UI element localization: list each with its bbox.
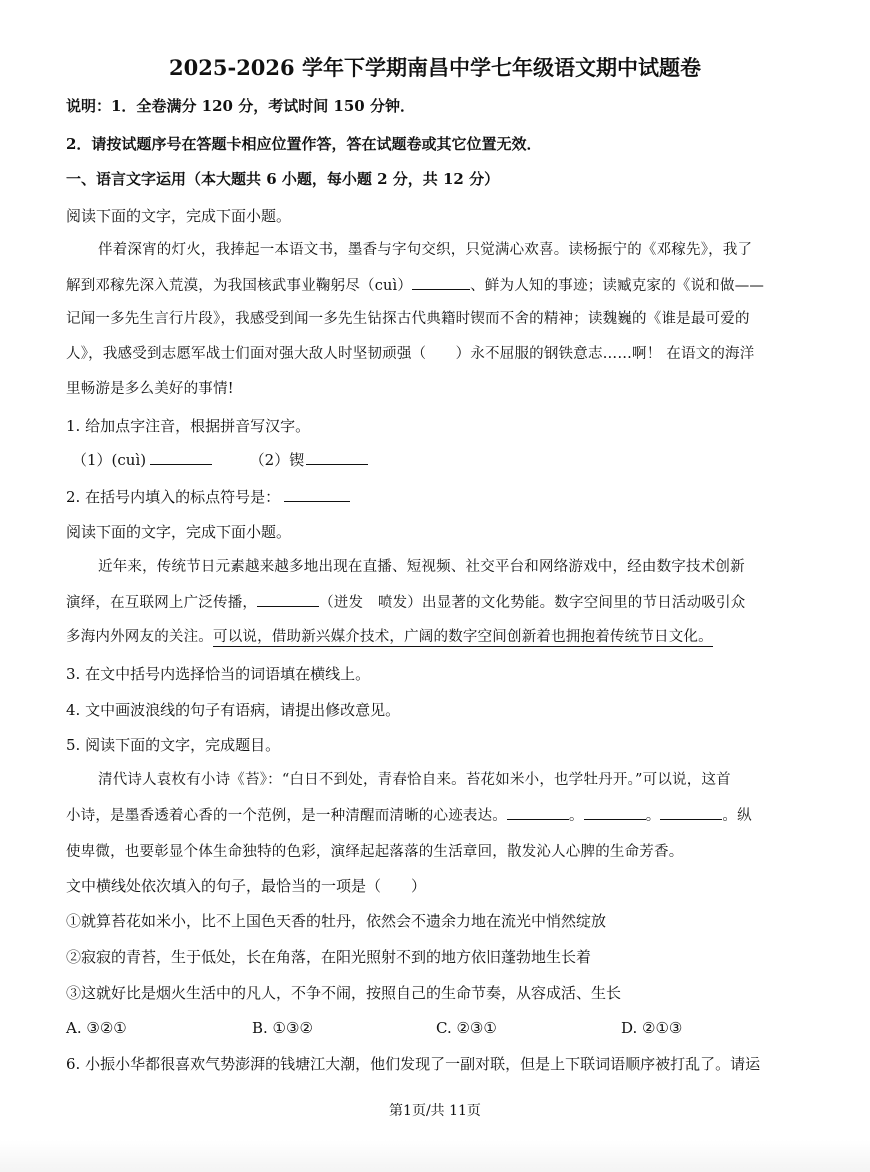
passage1-line-2b: 、鲜为人知的事迹；读臧克家的《说和做—— [470,278,765,294]
bottom-shade [0,1140,870,1172]
note-2: 2．请按试题序号在答题卡相应位置作答，答在试题卷或其它位置无效． [66,135,542,153]
passage1-line-4: 人》，我感受到志愿军战士们面对强大敌人时坚韧顽强（ ）永不屈服的钢铁意志……啊！ 在语文的海洋 [66,346,755,362]
wavy-underlined-sentence: 可以说，借助新兴媒介技术，广阔的数字空间创新着也拥抱着传统节日文化。 [213,629,713,645]
passage2-line-2b: （迸发 喷发）出显著的文化势能。数字空间里的节日活动吸引众 [319,595,746,611]
q1-part-b: （2）锲 [249,451,305,469]
q5-item-1: ①就算苔花如米小，比不上国色天香的牡丹，依然会不遗余力地在流光中悄然绽放 [66,912,607,930]
q2-blank[interactable] [284,487,350,502]
note-1: 说明：1．全卷满分 120 分，考试时间 150 分钟． [66,97,415,115]
question-1-parts [72,450,368,470]
q5-item-2: ②寂寂的青苔，生于低处，长在角落，在阳光照射不到的地方依旧蓬勃地生长着 [66,948,592,966]
question-5-stem: 文中横线处依次填入的句子，最恰当的一项是（ ） [66,877,427,895]
passage2-line-2 [66,592,745,613]
option-a[interactable]: A. ③②① [66,1019,127,1037]
q1-blank-a[interactable] [150,450,212,465]
reading-intro-1: 阅读下面的文字，完成下面小题。 [66,207,292,225]
passage2-line-3a: 多海内外网友的关注。 [66,629,213,645]
option-c[interactable]: C. ②③① [436,1019,497,1037]
passage3-line-2: 小诗，是墨香透着心香的一个范例，是一种清醒而清晰的心迹表达。 。 。 。纵 [66,805,752,826]
question-4: 4. 文中画波浪线的句子有语病，请提出修改意见。 [66,701,401,719]
reading-intro-2: 阅读下面的文字，完成下面小题。 [66,523,292,541]
passage1-line-1: 伴着深宵的灯火，我捧起一本语文书，墨香与字句交织，只觉满心欢喜。读杨振宁的《邓稼先》，我了 [98,242,753,258]
passage3-line-2a: 小诗，是墨香透着心香的一个范例，是一种清醒而清晰的心迹表达。 [66,808,507,824]
passage2-line-1: 近年来，传统节日元素越来越多地出现在直播、短视频、社交平台和网络游戏中，经由数字技术创新 [98,559,745,575]
question-1: 1. 给加点字注音，根据拼音写汉字。 [66,417,311,435]
passage3-line-1: 清代诗人袁枚有小诗《苔》：“白日不到处，青春恰自来。苔花如米小，也学牡丹开。”可以说，这首 [98,772,731,788]
passage3-line-2b: 纵 [737,808,752,824]
passage1-line-5: 里畅游是多么美好的事情! [66,381,234,397]
question-6: 6. 小振小华都很喜欢气势澎湃的钱塘江大潮，他们发现了一副对联，但是上下联词语顺序被打乱了。请运 [66,1055,761,1073]
question-3: 3. 在文中括号内选择恰当的词语填在横线上。 [66,665,371,683]
poem-blank-3[interactable] [660,805,722,820]
passage1-line-3: 记闻一多先生言行片段》，我感受到闻一多先生钻探古代典籍时锲而不舍的精神；读魏巍的《谁是最可爱的 [66,311,750,327]
passage2-line-2a: 演绎，在互联网上广泛传播， [66,595,258,611]
option-d[interactable]: D. ②①③ [621,1019,683,1037]
answer-blank-cui[interactable] [412,275,470,290]
page-footer: 第1页/共 11页 [389,1103,481,1119]
passage1-line-2a: 解到邓稼先深入荒漠，为我国核武事业鞠躬尽（cuì） [66,278,413,294]
passage1-line-2 [66,275,764,296]
question-2 [66,487,350,507]
question-2-text: 2. 在括号内填入的标点符号是： [66,488,281,506]
q5-item-3: ③这就好比是烟火生活中的凡人，不争不闹，按照自己的生命节奏，从容成活、生长 [66,984,622,1002]
q1-blank-b[interactable] [306,450,368,465]
section-heading: 一、语言文字运用（本大题共 6 小题，每小题 2 分，共 12 分） [66,170,500,188]
option-b[interactable]: B. ①③② [252,1019,313,1037]
poem-blank-2[interactable] [584,805,646,820]
poem-blank-1[interactable] [507,805,569,820]
q1-part-a: （1）(cuì) [72,451,147,469]
passage3-line-3: 使卑微，也要彰显个体生命独特的色彩，演绎起起落落的生活章回，散发沁人心脾的生命芳香。 [66,844,684,860]
exam-title: 2025-2026 学年下学期南昌中学七年级语文期中试题卷 [169,55,701,80]
passage2-line-3 [66,627,713,647]
answer-blank-word[interactable] [257,592,319,607]
question-5: 5. 阅读下面的文字，完成题目。 [66,736,281,754]
